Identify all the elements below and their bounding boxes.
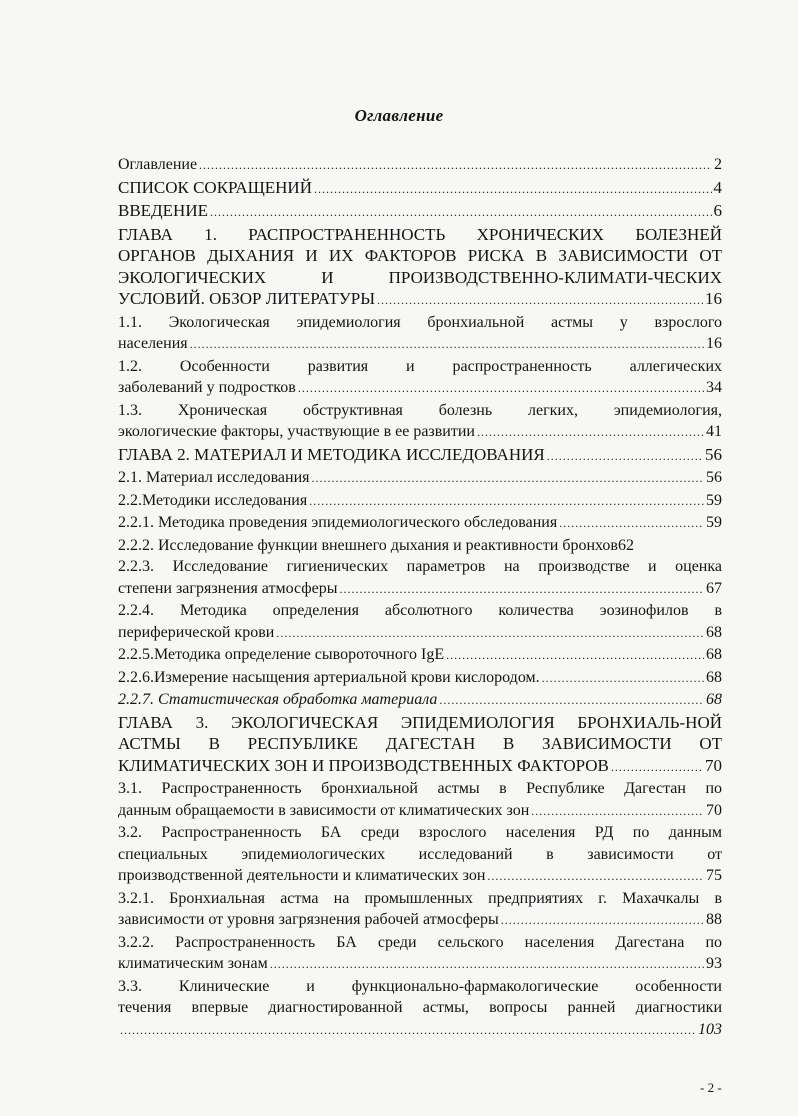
toc-page-number: 41 (706, 423, 722, 440)
toc-entry-title: 2.2.6.Измерение насыщения артериальной крови кислородом. (118, 668, 540, 686)
toc-entry-title: населения (118, 335, 188, 352)
toc-entry-line: 3.3. Клинические и функционально-фармакологические особенности (118, 977, 722, 995)
toc-page-number: 70 (705, 755, 722, 775)
toc-entry-title: 2.2.1. Методика проведения эпидемиологического обследования (118, 514, 558, 531)
dot-leader (270, 953, 704, 976)
toc-page-number: 56 (705, 444, 722, 464)
dot-leader (559, 512, 704, 535)
toc-page-number: 34 (706, 379, 722, 396)
toc-page-number: 4 (713, 177, 722, 197)
toc-page-number: 75 (706, 867, 722, 884)
toc-page-number: 68 (706, 691, 722, 708)
dot-leader (487, 865, 704, 888)
toc-page-number: 68 (706, 646, 722, 663)
toc-entry[interactable] (118, 888, 722, 932)
toc-entry[interactable] (118, 689, 722, 712)
toc-page-number: 56 (706, 469, 722, 486)
toc-entry-line: ГЛАВА 3. ЭКОЛОГИЧЕСКАЯ ЭПИДЕМИОЛОГИЯ БРОНХИАЛЬ-НОЙ (118, 712, 722, 732)
toc-entry-line: 3.1. Распространенность бронхиальной астмы в Республике Дагестан по (118, 780, 722, 797)
toc-entry-line: 2.2.2. Исследование функции внешнего дыхания и реактивности бронхов62 (118, 536, 634, 554)
toc-entry[interactable] (118, 400, 722, 444)
table-of-contents (118, 154, 722, 1041)
toc-entry-line: ОРГАНОВ ДЫХАНИЯ И ИХ ФАКТОРОВ РИСКА В ЗАВИСИМОСТИ ОТ (118, 246, 722, 265)
toc-entry-line: ЭКОЛОГИЧЕСКИХ И ПРОИЗВОДСТВЕННО-КЛИМАТИ-ЧЕСКИХ (118, 267, 722, 287)
toc-page-number: 103 (698, 1020, 722, 1038)
dot-leader (542, 667, 704, 690)
toc-entry[interactable] (118, 976, 722, 1042)
toc-page-number: 70 (706, 801, 722, 819)
toc-page-number: 16 (705, 289, 722, 308)
toc-page-number: 67 (706, 579, 722, 597)
toc-entry-title: УСЛОВИЙ. ОБЗОР ЛИТЕРАТУРЫ (118, 289, 376, 308)
toc-entry[interactable] (118, 535, 722, 557)
toc-entry-line: 3.2. Распространенность БА среди взрослого населения РД по данным (118, 824, 722, 841)
toc-entry[interactable] (118, 177, 722, 201)
toc-entry-line: 1.1. Экологическая эпидемиология бронхиальной астмы у взрослого (118, 313, 722, 331)
toc-entry-title: производственной деятельности и климатических зон (118, 867, 486, 884)
toc-page-number: 68 (706, 668, 722, 686)
toc-page-number: 68 (706, 623, 722, 641)
toc-entry-title: СПИСОК СОКРАЩЕНИЙ (118, 177, 312, 197)
dot-leader (210, 200, 712, 224)
dot-leader (309, 490, 704, 513)
dot-leader (314, 177, 712, 201)
dot-leader (501, 909, 704, 932)
toc-entry-title: периферической крови (118, 623, 275, 641)
toc-page-number: 59 (706, 514, 722, 531)
toc-entry[interactable] (118, 600, 722, 644)
toc-entry-title: 2.1. Материал исследования (118, 469, 310, 486)
toc-entry-line: ГЛАВА 1. РАСПРОСТРАНЕННОСТЬ ХРОНИЧЕСКИХ БОЛЕЗНЕЙ (118, 224, 722, 244)
dot-leader (190, 333, 704, 356)
page-title: Оглавление (354, 106, 444, 125)
dot-leader (377, 288, 703, 312)
toc-entry-title: заболеваний у подростков (118, 379, 296, 396)
toc-entry-title: ГЛАВА 2. МАТЕРИАЛ И МЕТОДИКА ИССЛЕДОВАНИЯ (118, 444, 545, 464)
toc-entry-title: данным обращаемости в зависимости от климатических зон (118, 801, 530, 819)
toc-entry[interactable] (118, 490, 722, 513)
toc-page-number: 6 (713, 201, 722, 220)
toc-page-number: 2 (714, 156, 722, 173)
toc-entry-line: АСТМЫ В РЕСПУБЛИКЕ ДАГЕСТАН В ЗАВИСИМОСТИ ОТ (118, 734, 722, 753)
toc-page-number: 59 (706, 491, 722, 509)
toc-entry-title: ВВЕДЕНИЕ (118, 201, 208, 220)
dot-leader (298, 377, 704, 400)
toc-entry-title: зависимости от уровня загрязнения рабочей атмосферы (118, 911, 499, 928)
dot-leader (340, 578, 704, 601)
page-number: - 2 - (700, 1080, 722, 1095)
toc-entry[interactable] (118, 556, 722, 600)
toc-entry[interactable] (118, 778, 722, 822)
toc-entry-line: 2.2.3. Исследование гигиенических параметров на производстве и оценка (118, 558, 722, 575)
toc-entry[interactable] (118, 200, 722, 224)
toc-entry[interactable] (118, 667, 722, 690)
toc-entry-line: 1.3. Хроническая обструктивная болезнь легких, эпидемиология, (118, 401, 722, 419)
toc-entry-line: 2.2.4. Методика определения абсолютного количества эозинофилов в (118, 602, 722, 619)
toc-entry[interactable] (118, 224, 722, 312)
toc-entry-title: климатическим зонам (118, 955, 268, 972)
toc-page-number: 16 (706, 335, 722, 352)
toc-entry[interactable] (118, 467, 722, 490)
toc-entry[interactable] (118, 312, 722, 356)
dot-leader (611, 755, 703, 779)
toc-page-number: 93 (706, 955, 722, 972)
toc-entry[interactable] (118, 356, 722, 400)
dot-leader (439, 689, 704, 712)
dot-leader (199, 154, 712, 177)
dot-leader (531, 800, 704, 823)
toc-entry[interactable] (118, 932, 722, 976)
toc-entry-line: течения впервые диагностированной астмы, вопросы ранней диагностики (118, 999, 722, 1016)
toc-page-number: 88 (706, 911, 722, 928)
toc-entry-title: 2.2.Методики исследования (118, 491, 308, 509)
toc-entry[interactable] (118, 822, 722, 888)
dot-leader (312, 467, 704, 490)
toc-entry[interactable] (118, 712, 722, 779)
toc-entry[interactable] (118, 154, 722, 177)
toc-entry-line: 1.2. Особенности развития и распространенность аллегических (118, 357, 722, 375)
dot-leader (120, 1019, 696, 1042)
toc-entry-title: степени загрязнения атмосферы (118, 579, 338, 597)
toc-entry[interactable] (118, 644, 722, 667)
toc-entry-title: 2.2.5.Методика определение сывороточного IgE (118, 646, 445, 663)
toc-entry-title: 2.2.7. Статистическая обработка материала (118, 691, 438, 708)
toc-entry[interactable] (118, 444, 722, 468)
dot-leader (276, 622, 704, 645)
toc-entry-line: специальных эпидемиологических исследований в зависимости от (118, 845, 722, 863)
toc-entry-title: экологические факторы, участвующие в ее развитии (118, 423, 475, 440)
toc-entry-line: 3.2.2. Распространенность БА среди сельского населения Дагестана по (118, 933, 722, 951)
toc-entry[interactable] (118, 512, 722, 535)
dot-leader (446, 644, 704, 667)
toc-entry-line: 3.2.1. Бронхиальная астма на промышленных предприятиях г. Махачкалы в (118, 889, 722, 907)
toc-entry-title: КЛИМАТИЧЕСКИХ ЗОН И ПРОИЗВОДСТВЕННЫХ ФАКТОРОВ (118, 755, 609, 775)
dot-leader (547, 444, 703, 468)
toc-entry-title: Оглавление (118, 156, 198, 173)
dot-leader (477, 421, 704, 444)
